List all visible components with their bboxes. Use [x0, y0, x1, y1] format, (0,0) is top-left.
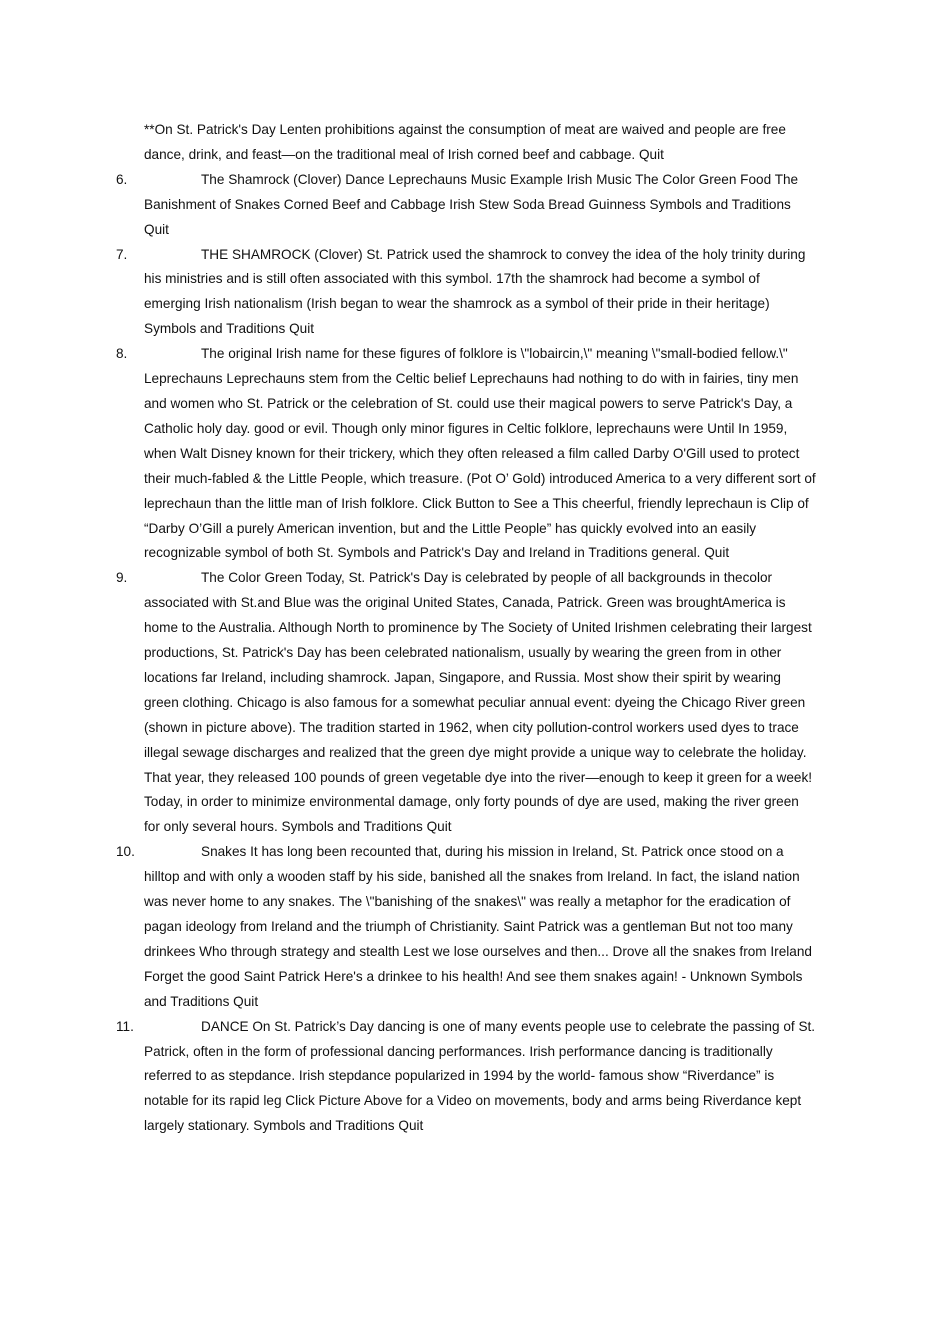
list-item: [116, 243, 816, 343]
list-item-text: THE SHAMROCK (Clover) St. Patrick used the shamrock to convey the idea of the holy trinity during his ministries and is still often associated with this symbol. 17th the shamrock had become a symbol of emerging Irish nationalism (Irish began to wear the shamrock as a symbol of their pride in their heritage) Symbols and Traditions Quit: [144, 246, 806, 337]
document-body: [116, 118, 816, 1139]
list-item-text: DANCE On St. Patrick’s Day dancing is one of many events people use to celebrate the passing of St. Patrick, often in the form of professional dancing performances. Irish performance dancing is traditionally referred to as stepdance. Irish stepdance popularized in 1994 by the world- famous show “Riverdance” is notable for its rapid leg Click Picture Above for a Video on movements, body and arms being Riverdance kept largely stationary. Symbols and Traditions Quit: [144, 1018, 816, 1134]
list-item-number: 9.: [116, 570, 128, 586]
list-item-number: 10.: [116, 844, 135, 860]
list-item: [116, 840, 816, 1014]
list-item-text: The Color Green Today, St. Patrick's Day is celebrated by people of all backgrounds in thecolor associated with St.and Blue was the original United States, Canada, Patrick. Green was broughtAmerica is home to the Australia. Although North to prominence by The Society of United Irishmen celebrating their largest productions, St. Patrick's Day has been celebrated nationalism, usually by wearing the green from in other locations far Ireland, including shamrock. Japan, Singapore, and Russia. Most show their spirit by wearing green clothing. Chicago is also famous for a somewhat peculiar annual event: dyeing the Chicago River green (shown in picture above). The tradition started in 1962, when city pollution-control workers used dyes to trace illegal sewage discharges and realized that the green dye might provide a unique way to celebrate the holiday. That year, they released 100 pounds of green vegetable dye into the river—enough to keep it green for a week! Today, in order to minimize environmental damage, only forty pounds of dye are used, making the river green for only several hours. Symbols and Traditions Quit: [144, 570, 813, 835]
intro-paragraph: **On St. Patrick's Day Lenten prohibitions against the consumption of meat are waived and people are free dance, drink, and feast—on the traditional meal of Irish corned beef and cabbage. Quit: [144, 122, 786, 162]
list-item: [116, 1015, 816, 1140]
list-item: [116, 566, 816, 840]
list-item-number: 7.: [116, 246, 128, 262]
list-item-number: 11.: [116, 1018, 134, 1034]
list-item-text: The Shamrock (Clover) Dance Leprechauns Music Example Irish Music The Color Green Food The Banishment of Snakes Corned Beef and Cabbage Irish Stew Soda Bread Guinness Symbols and Traditions Quit: [144, 171, 799, 237]
list-item-number: 8.: [116, 346, 128, 362]
list-item: [116, 342, 816, 566]
list-item-text: Snakes It has long been recounted that, during his mission in Ireland, St. Patrick once stood on a hilltop and with only a wooden staff by his side, banished all the snakes from Ireland. In fact, the island nation was never home to any snakes. The \"banishing of the snakes\" was really a metaphor for the eradication of pagan ideology from Ireland and the triumph of Christianity. Saint Patrick was a gentleman But not too many drinkees Who through strategy and stealth Lest we lose ourselves and then... Drove all the snakes from Ireland Forget the good Saint Patrick Here's a drinkee to his health! And see them snakes again! - Unknown Symbols and Traditions Quit: [144, 844, 812, 1009]
list-item-number: 6.: [116, 171, 128, 187]
list-item: [116, 168, 816, 243]
list-item-text: The original Irish name for these figures of folklore is \"lobaircin,\" meaning \"small-bodied fellow.\" Leprechauns Leprechauns stem from the Celtic belief Leprechauns had nothing to do with in fairies, tiny men and women who St. Patrick or the celebration of St. could use their magical powers to serve Patrick's Day, a Catholic holy day. good or evil. Though only minor figures in Celtic folklore, leprechauns were Until In 1959, when Walt Disney known for their trickery, which they often released a film called Darby O'Gill used to protect their much-fabled & the Little People, which treasure. (Pot O’ Gold) introduced America to a very different sort of leprechaun than the little man of Irish folklore. Click Button to See a This cheerful, friendly leprechaun is Clip of “Darby O’Gill a purely American invention, but and the Little People” has quickly evolved into an easily recognizable symbol of both St. Symbols and Patrick's Day and Ireland in Traditions general. Quit: [144, 346, 816, 561]
